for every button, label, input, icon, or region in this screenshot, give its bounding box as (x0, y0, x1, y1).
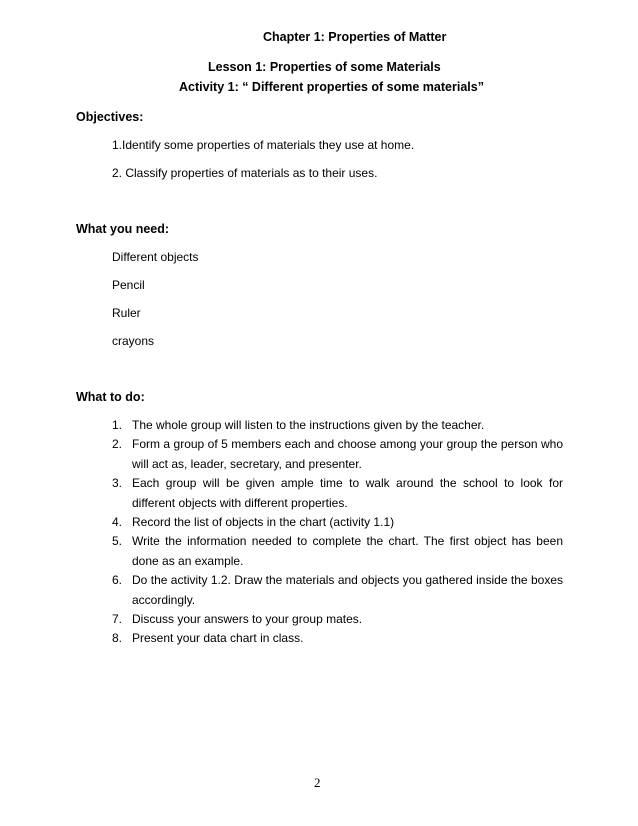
list-item-text: Discuss your answers to your group mates. (132, 612, 363, 626)
list-item-text: Present your data chart in class. (132, 631, 304, 645)
what-to-do-heading: What to do: (76, 390, 145, 404)
list-item-number: 8. (112, 631, 123, 645)
list-item-number: 6. (112, 573, 123, 587)
what-you-need-heading: What you need: (76, 222, 170, 236)
objective-item: 2. Classify properties of materials as to their uses. (112, 166, 378, 180)
objectives-heading: Objectives: (76, 110, 144, 124)
need-item: Pencil (112, 278, 145, 292)
list-item (112, 416, 563, 436)
list-item-number: 2. (112, 437, 123, 451)
need-item: Ruler (112, 306, 141, 320)
list-item-number: 3. (112, 476, 123, 490)
list-item (112, 532, 563, 571)
list-item (112, 513, 563, 533)
list-item-text: The whole group will listen to the instructions given by the teacher. (132, 418, 485, 432)
list-item-text: Do the activity 1.2. Draw the materials and objects you gathered inside the boxes accordingly. (132, 573, 563, 607)
list-item-number: 7. (112, 612, 123, 626)
list-item (112, 610, 563, 630)
page-number: 2 (314, 775, 321, 790)
activity-title: Activity 1: “ Different properties of some materials” (179, 80, 484, 94)
list-item-number: 1. (112, 418, 123, 432)
list-item (112, 571, 563, 610)
list-item (112, 435, 563, 474)
list-item-text: Form a group of 5 members each and choose among your group the person who will act as, leader, secretary, and presenter. (132, 437, 563, 471)
list-item-text: Record the list of objects in the chart (activity 1.1) (132, 515, 395, 529)
list-item-number: 5. (112, 534, 123, 548)
list-item-number: 4. (112, 515, 123, 529)
list-item (112, 474, 563, 513)
need-item: crayons (112, 334, 155, 348)
list-item-text: Each group will be given ample time to walk around the school to look for different objects with different properties. (132, 476, 563, 510)
need-item: Different objects (112, 250, 199, 264)
lesson-title: Lesson 1: Properties of some Materials (208, 60, 441, 74)
objective-item: 1.Identify some properties of materials they use at home. (112, 138, 415, 152)
list-item-text: Write the information needed to complete the chart. The first object has been done as an example. (132, 534, 563, 568)
chapter-title: Chapter 1: Properties of Matter (263, 30, 447, 44)
list-item (112, 629, 563, 649)
